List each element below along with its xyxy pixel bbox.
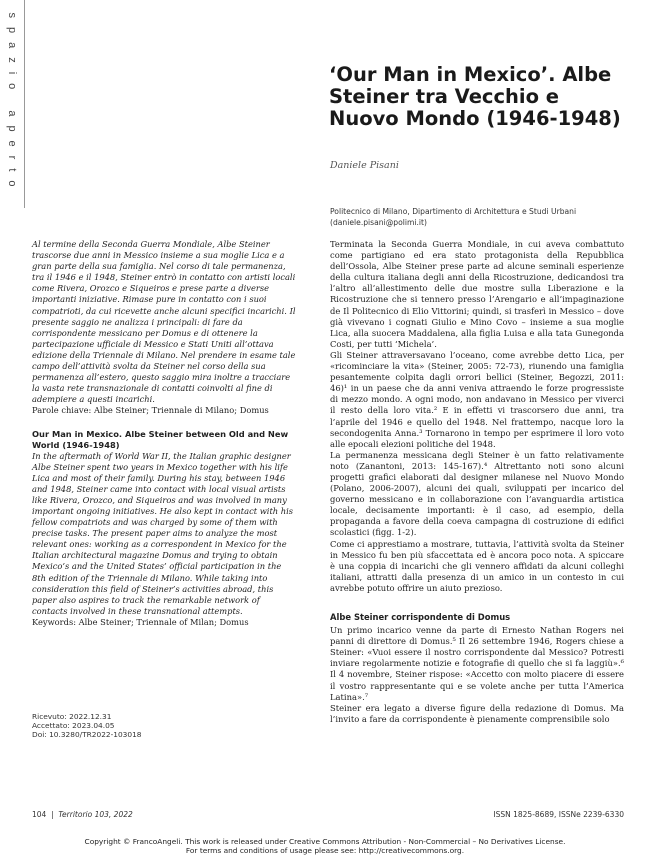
doi: Doi: 10.3280/TR2022-103018 [32, 730, 142, 740]
abstract-english-heading: Our Man in Mexico. Albe Steiner between Old and New World (1946-1948) [32, 428, 289, 450]
abstract-english: In the aftermath of World War II, the Italian graphic designer Albe Steiner spent two years in Mexico together with his life Lica and most of their family. During his stay, between 1946 and 1948, Steiner came into contact with local visual artists like Rivera, Orozco, and Siqueiros and was involved in many important ongoing initiatives. He also kept in contact with his fellow compatriots and was charged by some of them with precise tasks. The present paper aims to analyze the most relevant ones: working as a correspondent in Mexico for the Italian architectural magazine Domus and trying to obtain Mexico’s and the United States’ official participation in the 8th edition of the Triennale di Milano. While taking into consideration this field of Steiner’s activities abroad, this paper also aspires to track the remarkable network of contacts involved in these transnational attempts. [32, 450, 294, 616]
page-footer-left [32, 810, 133, 819]
affiliation-email: (daniele.pisani@polimi.it) [330, 217, 427, 227]
section-sidebar [0, 0, 25, 208]
affiliation-institution: Politecnico di Milano, Dipartimento di Architettura e Studi Urbani [330, 207, 577, 216]
section-heading: Albe Steiner corrispondente di Domus [330, 612, 511, 622]
footer-separator: | [48, 810, 57, 819]
body-paragraph: La permanenza messicana degli Steiner è un fatto relativamente noto (Zanantoni, 2013: 145-167).⁴ Altrettanto noti sono alcuni progetti grafici elaborati dal designer milanese nel Nuovo Mondo (Polano, 2006-2007), alcuni dei quali, sviluppati per incarico del governo messicano e in collaborazione con l’avanguardia artistica locale, decisamente importanti: è il caso, ad esempio, della propaganda a favore della coeva campagna di costruzione di edifici scolastici (figg. 1-2). [330, 449, 624, 538]
body-paragraph: Steiner era legato a diverse figure della redazione di Domus. Ma l’invito a fare da corrispondente è pienamente comprensibile solo [330, 702, 624, 724]
section-label: spazio aperto [6, 12, 18, 196]
body-column [330, 239, 624, 725]
copyright-notice [0, 837, 650, 855]
author-name: Daniele Pisani [330, 160, 399, 171]
keywords-english: Keywords: Albe Steiner; Triennale of Milan; Domus [32, 616, 249, 627]
abstract-column [32, 239, 297, 628]
accepted-date: Accettato: 2023.04.05 [32, 721, 115, 731]
page-number: 104 [32, 810, 47, 819]
body-paragraph: Terminata la Seconda Guerra Mondiale, in cui aveva combattuto come partigiano ed era stato protagonista della Repubblica dell’Ossola, Albe Steiner prese parte ad alcune seminali esperienze della cultura italiana degli anni della Ricostruzione, dedicandosi tra l’altro all’allestimento delle due mostre sulla Liberazione e la Ricostruzione che si tennero presso l’Arengario e all’impaginazione de Il Politecnico di Elio Vittorini; quindi, si trasferì in Messico – dove già vivevano i cognati Giulio e Mino Covo – insieme a sua moglie Lica, alla suocera Maddalena, alla figlia Luisa e alla tata Gunegonda Costi, per tutti ‘Michela’. [330, 239, 624, 349]
submission-dates [32, 712, 232, 740]
body-paragraph: Un primo incarico venne da parte di Ernesto Nathan Rogers nei panni di direttore di Domus.⁵ Il 26 settembre 1946, Rogers chiese a Steiner: «Vuoi essere il nostro corrispondente dal Messico? Potresti inviare regolarmente notizie e fotografie di quello che si fa laggiù».⁶ Il 4 novembre, Steiner rispose: «Accetto con molto piacere di essere il vostro rappresentante qui e se volete anche per tutta l’America Latina».⁷ [330, 625, 624, 702]
keywords-italian: Parole chiave: Albe Steiner; Triennale di Milano; Domus [32, 405, 269, 416]
copyright-line: Copyright © FrancoAngeli. This work is released under Creative Commons Attribution - Non-Commercial – No Derivatives License. [84, 837, 566, 846]
article-title: ‘Our Man in Mexico’. Albe Steiner tra Vecchio e Nuovo Mondo (1946-1948) [329, 63, 621, 130]
issn: ISSN 1825-8689, ISSNe 2239-6330 [493, 810, 624, 819]
journal-issue: Territorio 103, 2022 [58, 810, 133, 819]
body-paragraph: Gli Steiner attraversavano l’oceano, come avrebbe detto Lica, per «ricominciare la vita» (Steiner, 2005: 72-73), riunendo una famiglia pesantemente colpita dagli orrori bellici (Steiner, Begozzi, 2011: 46)¹ in un paese che da anni veniva attraendo le forze progressiste di mezzo mondo. A ogni modo, non andavano in Messico per viverci il resto della loro vita.² E in effetti vi trascorsero due anni, tra l’aprile del 1946 e quello del 1948. Nel frattempo, nacque loro la secondogenita Anna.³ Tornarono in tempo per esprimere il loro voto alle epocali elezioni politiche del 1948. [330, 349, 624, 449]
author-affiliation [330, 207, 630, 228]
abstract-italian: Al termine della Seconda Guerra Mondiale, Albe Steiner trascorse due anni in Messico insieme a sua moglie Lica e a gran parte della sua famiglia. Nel corso di tale permanenza, tra il 1946 e il 1948, Steiner entrò in contatto con artisti locali come Rivera, Orozco e Siqueiros e prese parte a diverse importanti iniziative. Rimase pure in contatto con i suoi compatrioti, da cui ricevette anche alcuni specifici incarichi. Il presente saggio ne analizza i principali: di fare da corrispondente messicano per Domus e di ottenere la partecipazione ufficiale di Messico e Stati Uniti all’ottava edizione della Triennale di Milano. Nel prendere in esame tale campo dell’attività svolta da Steiner nel corso della sua permanenza all’estero, questo saggio mira inoltre a tracciare la vasta rete transnazionale di contatti coinvolti al fine di adempiere a questi incarichi. [32, 239, 296, 405]
license-line: For terms and conditions of usage please see: http://creativecommons.org. [185, 846, 465, 856]
body-paragraph: Come ci apprestiamo a mostrare, tuttavia, l’attività svolta da Steiner in Messico fu ben più sfaccettata ed è ancora poco nota. A spiccare è una coppia di incarichi che gli vennero affidati da alcuni colleghi italiani, attratti dalla presenza di un amico in un contesto in cui avrebbe potuto offrire un aiuto prezioso. [330, 538, 624, 593]
received-date: Ricevuto: 2022.12.31 [32, 712, 112, 721]
